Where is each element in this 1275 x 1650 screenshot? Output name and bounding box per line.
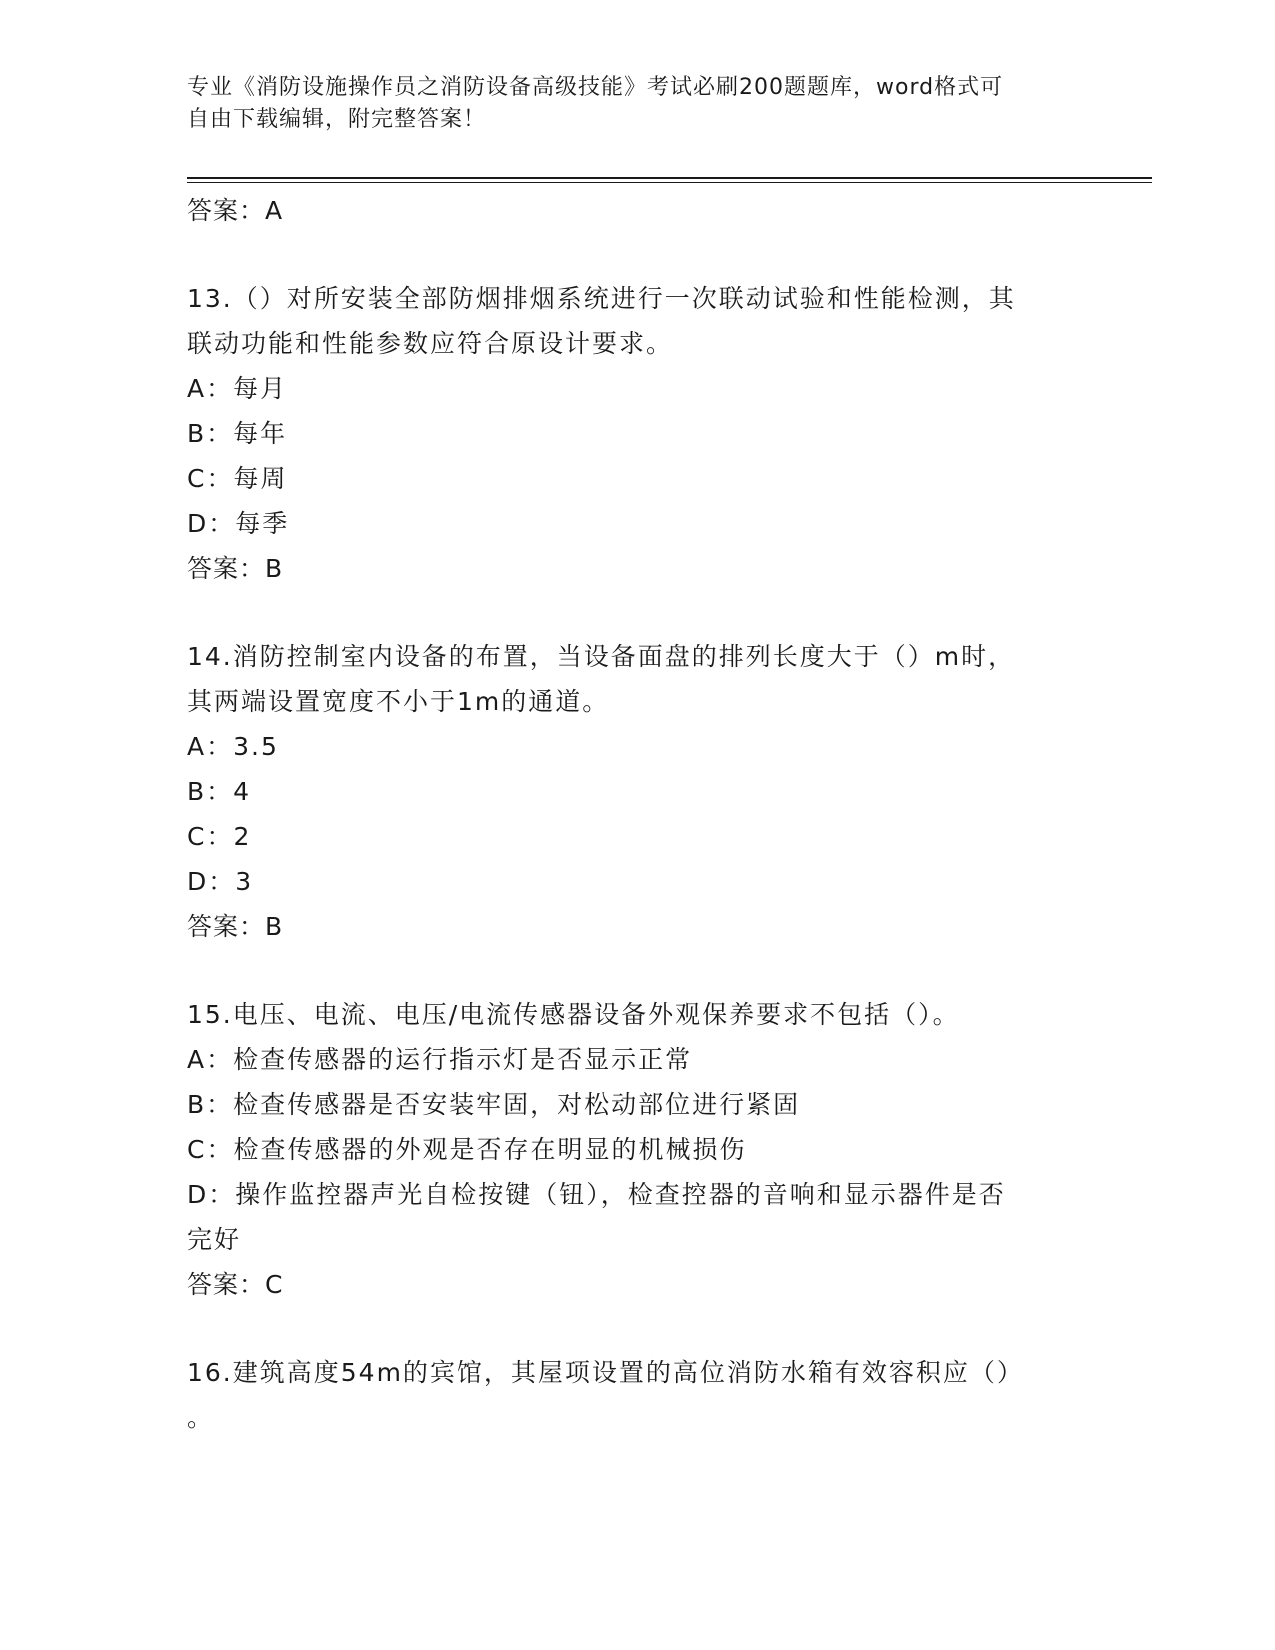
question-15 xyxy=(187,992,1087,1307)
option-a: A：3.5 xyxy=(187,732,279,761)
option-a: A：每月 xyxy=(187,374,288,403)
option-b: B：检查传感器是否安装牢固，对松动部位进行紧固 xyxy=(187,1090,801,1119)
option-c: C：每周 xyxy=(187,464,288,493)
option-c: C：2 xyxy=(187,822,252,851)
spacer xyxy=(187,949,1087,992)
option-c: C：检查传感器的外观是否存在明显的机械损伤 xyxy=(187,1135,747,1164)
option-d: D：操作监控器声光自检按键（钮），检查控器的音响和显示器件是否 xyxy=(187,1180,1006,1209)
header-title-line1: 专业《消防设施操作员之消防设备高级技能》考试必刷200题题库，word格式可 xyxy=(187,75,1004,100)
answer: 答案：B xyxy=(187,912,284,941)
question-list xyxy=(187,188,1087,1440)
question-stem: 。 xyxy=(187,1403,215,1432)
option-b: B：每年 xyxy=(187,419,288,448)
question-stem: 16.建筑高度54m的宾馆，其屋项设置的高位消防水箱有效容积应（） xyxy=(187,1358,1024,1387)
option-b: B：4 xyxy=(187,777,252,806)
document-header xyxy=(187,72,1067,136)
answer: 答案：B xyxy=(187,554,284,583)
question-stem: 联动功能和性能参数应符合原设计要求。 xyxy=(187,329,674,358)
question-stem: 13.（）对所安装全部防烟排烟系统进行一次联动试验和性能检测，其 xyxy=(187,284,1016,313)
option-d: D：3 xyxy=(187,867,254,896)
header-title-line2: 自由下载编辑，附完整答案！ xyxy=(187,107,487,132)
question-stem: 14.消防控制室内设备的布置，当设备面盘的排列长度大于（）m时， xyxy=(187,642,1016,671)
answer: 答案：C xyxy=(187,1270,284,1299)
question-13 xyxy=(187,276,1087,591)
answer-previous: 答案：A xyxy=(187,196,284,225)
spacer xyxy=(187,233,1087,276)
spacer xyxy=(187,591,1087,634)
question-stem: 其两端设置宽度不小于1m的通道。 xyxy=(187,687,610,716)
question-16 xyxy=(187,1350,1087,1440)
question-stem: 15.电压、电流、电压/电流传感器设备外观保养要求不包括（）。 xyxy=(187,1000,960,1029)
option-d: D：每季 xyxy=(187,509,290,538)
spacer xyxy=(187,1307,1087,1350)
question-14 xyxy=(187,634,1087,949)
header-divider-thin xyxy=(187,182,1152,183)
option-d-continued: 完好 xyxy=(187,1225,242,1254)
option-a: A：检查传感器的运行指示灯是否显示正常 xyxy=(187,1045,693,1074)
header-divider-thick xyxy=(187,177,1152,179)
